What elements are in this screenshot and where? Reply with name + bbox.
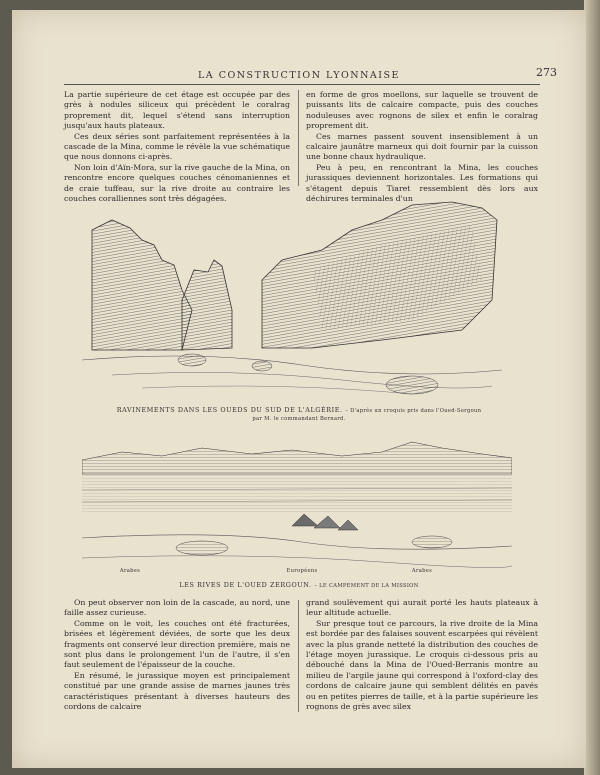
figure2-caption bbox=[74, 581, 524, 589]
figure1-caption-main: RAVINEMENTS DANS LES OUEDS DU SUD DE L'ALGÉRIE. bbox=[116, 406, 343, 414]
column-divider bbox=[298, 600, 299, 712]
figure1-caption bbox=[74, 406, 524, 414]
figure2-caption-credit: – LE CAMPEMENT DE LA MISSION bbox=[314, 583, 419, 589]
paragraph: Ces deux séries sont parfaitement représentées à la cascade de la Mina, comme le révèle la vue schématique que nous donnons ci-après. bbox=[64, 131, 290, 162]
document-page bbox=[12, 10, 586, 768]
paragraph: en forme de gros moellons, sur laquelle se trouvent de puissants lits de calcaire compacte, puis des couches noduleuses avec rognons de silex et enfin le coralrag proprement dit. bbox=[306, 90, 538, 131]
paragraph: Non loin d'Aïn-Mora, sur la rive gauche de la Mina, on rencontre encore quelques couches cénomaniennes et de craie tuffeau, sur la rive droite au contraire les couches coralliennes sont très dégagées. bbox=[64, 162, 290, 204]
figure2-caption-main: LES RIVES DE L'OUED ZERGOUN. bbox=[179, 581, 312, 589]
riverbank-camp-engraving bbox=[82, 430, 512, 570]
column-divider bbox=[298, 90, 299, 186]
paragraph: Comme on le voit, les couches ont été fracturées, brisées et légèrement déviées, de sorte que les deux fragments ont conservé leur direction première, mais ne sont plus dans le prolongement l'un de l'autre, il s'en faut seulement de l'épaisseur de la couche. bbox=[64, 618, 290, 670]
label-europeens: Européens bbox=[286, 568, 318, 574]
paragraph: En résumé, le jurassique moyen est principalement constitué par une grande assise de marnes jaunes très caractéristiques présentant à diverses hauteurs des cordons de calcaire bbox=[64, 670, 290, 712]
label-arabes-right: Arabes bbox=[411, 568, 433, 574]
running-title: LA CONSTRUCTION LYONNAISE bbox=[198, 70, 400, 81]
figure1-caption-credit: – D'après un croquis pris dans l'Oued-Sergoun bbox=[345, 408, 482, 414]
bottom-left-column bbox=[64, 598, 290, 712]
label-arabes-left: Arabes bbox=[119, 568, 141, 574]
paragraph: Ces marnes passent souvent insensiblement à un calcaire jaunâtre marneux qui doit fournir par la cuisson une bonne chaux hydraulique. bbox=[306, 131, 538, 162]
paragraph: La partie supérieure de cet étage est occupée par des grès à nodules siliceux qui précèdent le coralrag proprement dit, lequel s'étend sans interruption jusqu'aux hauts plateaux. bbox=[64, 90, 290, 131]
top-right-column bbox=[306, 90, 538, 204]
ravines-engraving bbox=[82, 190, 502, 400]
paragraph: Peu à peu, en rencontrant la Mina, les couches jurassiques deviennent horizontales. Les formations qui s'étagent depuis Tiaret ressemblent dès lors aux déchirures terminales d'un bbox=[306, 162, 538, 204]
figure1-caption-credit-line2: par M. le commandant Bernard. bbox=[252, 416, 346, 422]
book-spine-edge bbox=[584, 0, 600, 775]
paragraph: Sur presque tout ce parcours, la rive droite de la Mina est bordée par des falaises souvent escarpées qui révèlent avec la plus grande netteté la distribution des couches de l'étage moyen jurassique. Le croquis ci-dessous pris au débouché dans la Mina de l'Oued-Berranis montre au milieu de l'argile jaune qui correspond à l'oxford-clay des cordons de calcaire jaune qui semblent délités en pavés ou en petites pierres de taille, et à la partie supérieure les rognons de grès avec silex bbox=[306, 618, 538, 712]
header-rule bbox=[64, 84, 540, 85]
bottom-right-column bbox=[306, 598, 538, 712]
paragraph: grand soulèvement qui aurait porté les hauts plateaux à leur altitude actuelle. bbox=[306, 598, 538, 618]
page-number: 273 bbox=[536, 66, 557, 79]
top-left-column bbox=[64, 90, 290, 204]
paragraph: On peut observer non loin de la cascade, au nord, une faille assez curieuse. bbox=[64, 598, 290, 618]
